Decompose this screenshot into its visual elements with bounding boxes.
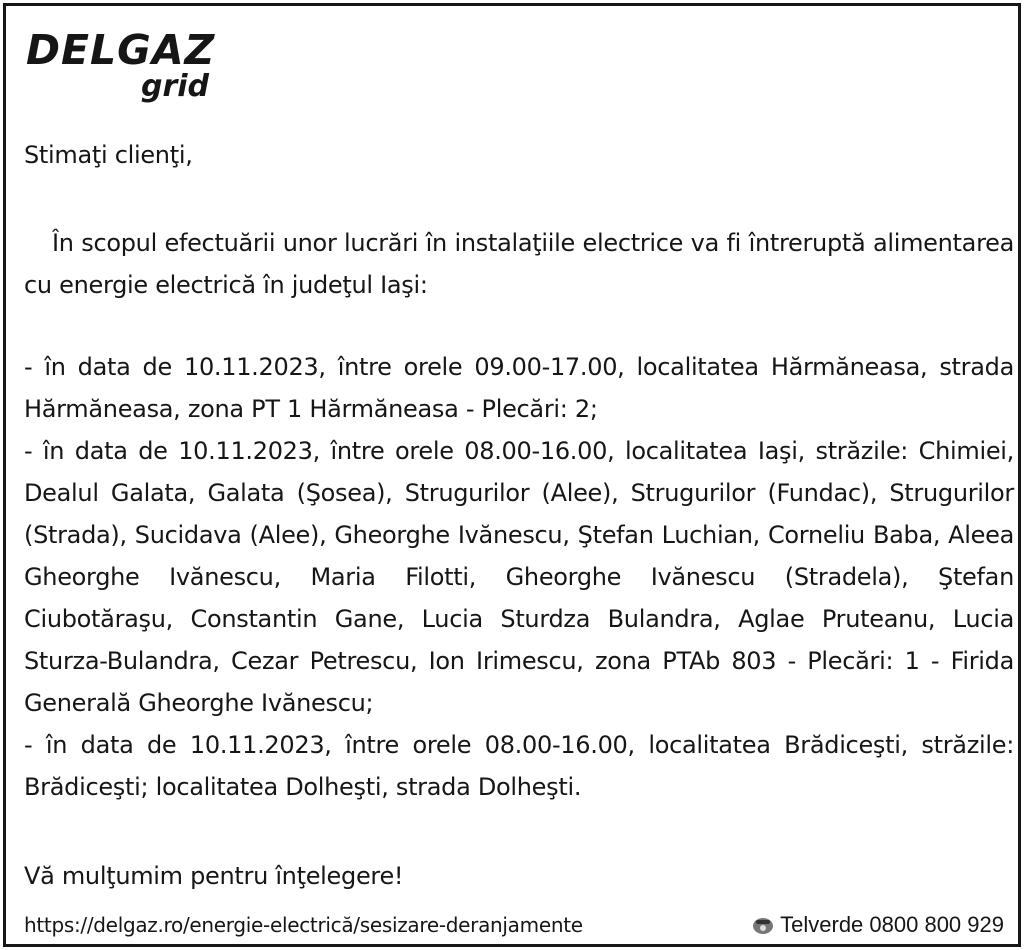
phone-number: Telverde 0800 800 929 [780,912,1004,937]
logo-brand-bottom: grid [141,69,210,104]
closing-text: Vă mulţumim pentru înţelegere! [24,862,404,890]
greeting: Stimaţi clienţi, [24,141,193,169]
footer-link[interactable]: https://delgaz.ro/energie-electrică/sesizare-deranjamente [24,913,583,937]
logo-brand-top: DELGAZ [26,26,216,74]
outage-item: - în data de 10.11.2023, între orele 09.00-17.00, localitatea Hărmăneasa, strada Hărmăneasa, zona PT 1 Hărmăneasa - Plecări: 2; [24,353,1014,423]
delgaz-grid-logo [26,26,226,106]
intro-paragraph: În scopul efectuării unor lucrări în instalaţiile electrice va fi întreruptă alimentarea cu energie electrică în judeţul Iaşi: [24,229,1014,299]
outage-list [24,346,1014,808]
notice-frame [3,3,1021,947]
outage-item: - în data de 10.11.2023, între orele 08.00-16.00, localitatea Iaşi, străzile: Chimiei, Dealul Galata, Galata (Şosea), Strugurilor (Alee), Strugurilor (Fundac), Strugurilor (Strada), Sucidava (Alee), Gheorghe Ivănescu, Ştefan Luchian, Corneliu Baba, Aleea Gheorghe Ivănescu, Maria Filotti, Gheorghe Ivănescu (Stradela), Ştefan Ciubotăraşu, Constantin Gane, Lucia Sturdza Bulandra, Aglae Pruteanu, Lucia Sturza-Bulandra, Cezar Petrescu, Ion Irimescu, zona PTAb 803 - Plecări: 1 - Firida Generală Gheorghe Ivănescu; [24,437,1014,717]
footer-phone [752,912,1004,938]
telephone-icon [752,914,774,936]
outage-item: - în data de 10.11.2023, între orele 08.00-16.00, localitatea Brădiceşti, străzile: Brădiceşti; localitatea Dolheşti, strada Dolheşti. [24,731,1014,801]
